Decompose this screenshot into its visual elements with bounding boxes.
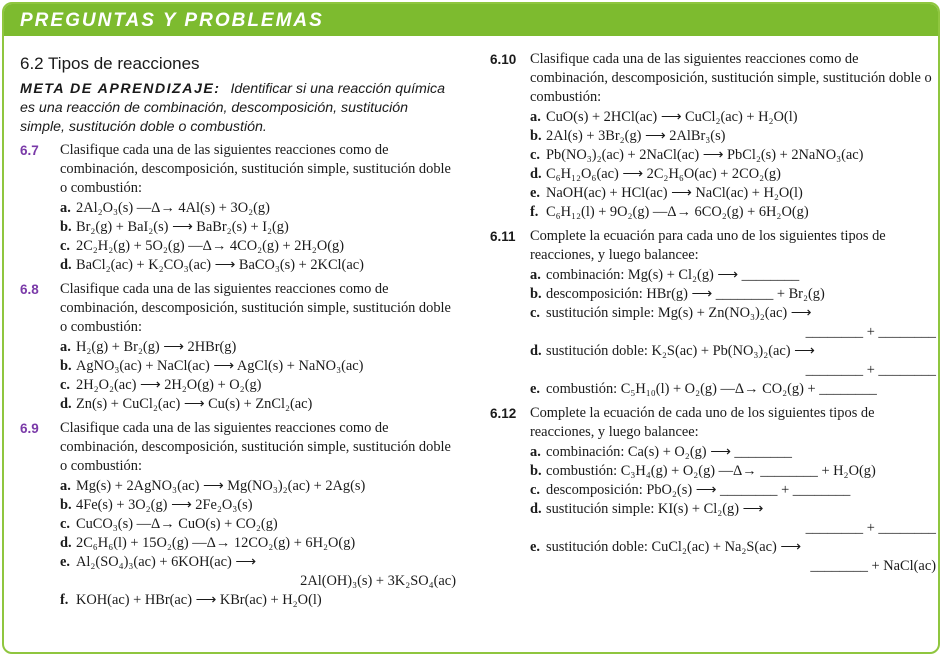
item-equation: descomposición: PbO₂(s) ⟶ ________ + ________ xyxy=(546,482,851,498)
problem-number: 6.8 xyxy=(20,282,39,297)
problem-item xyxy=(60,218,456,237)
item-letter: b. xyxy=(60,358,72,374)
problem-item xyxy=(530,538,936,557)
problem-item xyxy=(530,443,936,462)
item-letter: d. xyxy=(60,257,72,273)
item-equation: descomposición: HBr(g) ⟶ ________ + Br₂(g) xyxy=(546,286,825,302)
item-equation: Mg(s) + 2AgNO₃(ac) ⟶ Mg(NO₃)₂(ac) + 2Ag(s) xyxy=(76,478,366,494)
problem-instruction: Complete la ecuación para cada uno de los siguientes tipos de reacciones, y luego balancee: xyxy=(530,228,886,263)
item-equation: sustitución simple: KI(s) + Cl₂(g) ⟶ xyxy=(546,501,764,517)
problem-item xyxy=(530,500,936,519)
problem-item xyxy=(530,146,936,165)
item-equation: combinación: Mg(s) + Cl₂(g) ⟶ ________ xyxy=(546,267,800,283)
item-equation: sustitución doble: CuCl₂(ac) + Na₂S(ac) ⟶ xyxy=(546,539,801,555)
item-letter: b. xyxy=(530,128,542,144)
item-equation: Al₂(SO₄)₃(ac) + 6KOH(ac) ⟶ xyxy=(76,554,257,570)
problems-panel xyxy=(2,2,940,654)
item-equation: 2Al(s) + 3Br₂(g) ⟶ 2AlBr₃(s) xyxy=(546,128,726,144)
item-equation: Zn(s) + CuCl₂(ac) ⟶ Cu(s) + ZnCl₂(ac) xyxy=(76,396,313,412)
problem-item xyxy=(530,304,936,323)
problem-item xyxy=(530,127,936,146)
item-letter: d. xyxy=(60,396,72,412)
problem-number: 6.12 xyxy=(490,406,517,421)
item-letter: b. xyxy=(60,497,72,513)
item-equation: combinación: Ca(s) + O₂(g) ⟶ ________ xyxy=(546,444,792,460)
item-letter: a. xyxy=(60,339,71,355)
problem-instruction: Clasifique cada una de las siguientes reacciones como de combinación, descomposición, sustitución simple, sustitución doble o combustión: xyxy=(530,51,932,105)
problem-item xyxy=(60,199,456,218)
problem-item xyxy=(530,108,936,127)
item-letter: c. xyxy=(60,238,70,254)
learning-goal-text: Identificar si una reacción química es una reacción de combinación, descomposición, sustitución simple, sustitución doble o combustión. xyxy=(20,81,445,135)
item-equation: AgNO₃(ac) + NaCl(ac) ⟶ AgCl(s) + NaNO₃(ac) xyxy=(76,358,364,374)
problem-item xyxy=(60,395,456,414)
left-problem-list xyxy=(16,141,456,610)
problem-item xyxy=(60,534,456,553)
item-equation-continued: ________ + ________ xyxy=(805,520,936,536)
item-letter: f. xyxy=(60,592,69,608)
problem xyxy=(486,50,936,222)
problem xyxy=(16,280,456,414)
problem-number: 6.7 xyxy=(20,143,39,158)
problem-item xyxy=(530,266,936,285)
item-letter: c. xyxy=(60,377,70,393)
item-equation: BaCl₂(ac) + K₂CO₃(ac) ⟶ BaCO₃(s) + 2KCl(ac) xyxy=(76,257,364,273)
problem-item xyxy=(60,496,456,515)
item-equation: CuO(s) + 2HCl(ac) ⟶ CuCl₂(ac) + H₂O(l) xyxy=(546,109,798,125)
header-title: PREGUNTAS Y PROBLEMAS xyxy=(20,10,324,31)
item-equation: 2C₆H₆(l) + 15O₂(g) —Δ→ 12CO₂(g) + 6H₂O(g) xyxy=(76,535,356,551)
problem-item xyxy=(530,165,936,184)
item-letter: c. xyxy=(60,516,70,532)
item-letter: a. xyxy=(530,267,541,283)
item-equation-continued: ________ + NaCl(ac) xyxy=(810,558,936,574)
item-equation-continued: ________ + ________ xyxy=(805,324,936,340)
item-equation: 2C₂H₂(g) + 5O₂(g) —Δ→ 4CO₂(g) + 2H₂O(g) xyxy=(76,238,344,254)
item-equation: H₂(g) + Br₂(g) ⟶ 2HBr(g) xyxy=(76,339,237,355)
item-letter: b. xyxy=(530,463,542,479)
item-letter: a. xyxy=(60,200,71,216)
item-letter: d. xyxy=(530,501,542,517)
item-equation: C₆H₁₂O₆(ac) ⟶ 2C₂H₆O(ac) + 2CO₂(g) xyxy=(546,166,781,182)
item-equation: KOH(ac) + HBr(ac) ⟶ KBr(ac) + H₂O(l) xyxy=(76,592,322,608)
item-letter: c. xyxy=(530,147,540,163)
item-equation-continued: ________ + ________ xyxy=(805,362,936,378)
problem-instruction: Clasifique cada una de las siguientes reacciones como de combinación, descomposición, sustitución simple, sustitución doble o combustión: xyxy=(60,142,451,196)
problem-item xyxy=(60,477,456,496)
problem-item xyxy=(530,184,936,203)
item-equation-continued: 2Al(OH)₃(s) + 3K₂SO₄(ac) xyxy=(300,573,456,589)
problem-item xyxy=(530,481,936,500)
section-title: 6.2 Tipos de reacciones xyxy=(20,54,200,73)
problem-item xyxy=(60,553,456,572)
item-equation: CuCO₃(s) —Δ→ CuO(s) + CO₂(g) xyxy=(76,516,278,532)
problem xyxy=(16,141,456,275)
header-bar xyxy=(4,4,938,36)
item-letter: c. xyxy=(530,305,540,321)
item-letter: a. xyxy=(530,444,541,460)
left-column xyxy=(16,42,456,615)
problem-number: 6.10 xyxy=(490,52,517,67)
item-letter: e. xyxy=(530,381,540,397)
problem-item xyxy=(530,462,936,481)
item-letter: d. xyxy=(60,535,72,551)
problem-item xyxy=(530,285,936,304)
problem-instruction: Clasifique cada una de las siguientes reacciones como de combinación, descomposición, sustitución simple, sustitución doble o combustión: xyxy=(60,420,451,474)
problem-item xyxy=(60,256,456,275)
item-equation: 2H₂O₂(ac) ⟶ 2H₂O(g) + O₂(g) xyxy=(76,377,262,393)
problem-item xyxy=(60,357,456,376)
problem-number: 6.9 xyxy=(20,421,39,436)
problem-item xyxy=(60,237,456,256)
problem-item xyxy=(60,376,456,395)
item-equation: Pb(NO₃)₂(ac) + 2NaCl(ac) ⟶ PbCl₂(s) + 2NaNO₃(ac) xyxy=(546,147,864,163)
item-letter: c. xyxy=(530,482,540,498)
problem xyxy=(486,404,936,576)
item-letter: b. xyxy=(60,219,72,235)
item-letter: e. xyxy=(530,539,540,555)
item-letter: e. xyxy=(530,185,540,201)
problem-item xyxy=(530,203,936,222)
item-letter: d. xyxy=(530,343,542,359)
item-letter: e. xyxy=(60,554,70,570)
item-equation: 2Al₂O₃(s) —Δ→ 4Al(s) + 3O₂(g) xyxy=(76,200,270,216)
item-equation: combustión: C₅H₁₀(l) + O₂(g) —Δ→ CO₂(g) + ________ xyxy=(546,381,877,397)
problem xyxy=(16,419,456,610)
problem-item xyxy=(530,380,936,399)
problem-item xyxy=(60,515,456,534)
problem-item xyxy=(60,338,456,357)
item-equation: C₆H₁₂(l) + 9O₂(g) —Δ→ 6CO₂(g) + 6H₂O(g) xyxy=(546,204,809,220)
item-letter: f. xyxy=(530,204,539,220)
learning-goal xyxy=(20,80,456,137)
problem-instruction: Complete la ecuación de cada uno de los siguientes tipos de reacciones, y luego balancee: xyxy=(530,405,875,440)
learning-goal-label: META DE APRENDIZAJE: xyxy=(20,81,221,97)
item-letter: d. xyxy=(530,166,542,182)
item-letter: a. xyxy=(60,478,71,494)
problem xyxy=(486,227,936,399)
item-equation: NaOH(ac) + HCl(ac) ⟶ NaCl(ac) + H₂O(l) xyxy=(546,185,803,201)
item-equation: sustitución simple: Mg(s) + Zn(NO₃)₂(ac) ⟶ xyxy=(546,305,812,321)
right-column xyxy=(486,50,936,581)
item-equation: Br₂(g) + BaI₂(s) ⟶ BaBr₂(s) + I₂(g) xyxy=(76,219,289,235)
right-problem-list xyxy=(486,50,936,576)
item-letter: b. xyxy=(530,286,542,302)
item-equation: sustitución doble: K₂S(ac) + Pb(NO₃)₂(ac) ⟶ xyxy=(546,343,815,359)
item-letter: a. xyxy=(530,109,541,125)
problem-item xyxy=(60,591,456,610)
problem-item xyxy=(530,342,936,361)
problem-instruction: Clasifique cada una de las siguientes reacciones como de combinación, descomposición, sustitución simple, sustitución doble o combustión: xyxy=(60,281,451,335)
item-equation: 4Fe(s) + 3O₂(g) ⟶ 2Fe₂O₃(s) xyxy=(76,497,253,513)
item-equation: combustión: C₃H₄(g) + O₂(g) —Δ→ ________ + H₂O(g) xyxy=(546,463,876,479)
problem-number: 6.11 xyxy=(490,229,516,244)
